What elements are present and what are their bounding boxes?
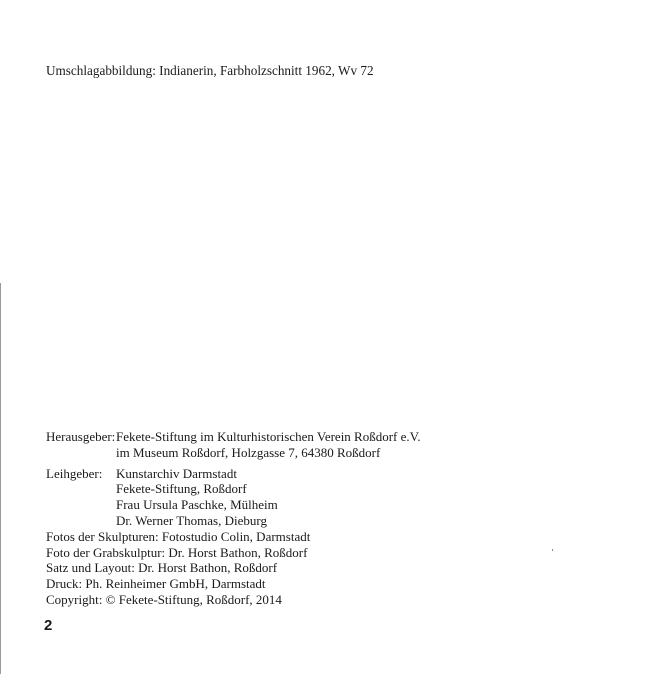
lender-item: Fekete-Stiftung, Roßdorf [116,481,247,497]
publisher-label: Herausgeber: [46,429,116,444]
imprint-block [46,429,421,608]
lender-item: Dr. Werner Thomas, Dieburg [116,512,267,528]
lenders-row [46,466,421,482]
credit-line: Foto der Grabskulptur: Dr. Horst Bathon, Roßdorf [46,544,308,560]
page-number: 2 [44,617,53,634]
publisher-line: im Museum Roßdorf, Holzgasse 7, 64380 Roßdorf [116,444,381,460]
print-speck [552,549,553,551]
lender-item: Frau Ursula Paschke, Mülheim [116,497,278,513]
credit-line: Fotos der Skulpturen: Fotostudio Colin, Darmstadt [46,528,311,544]
credit-line: Druck: Ph. Reinheimer GmbH, Darmstadt [46,576,266,592]
lenders-label: Leihgeber: [46,465,103,481]
publisher-row [46,429,421,445]
lender-item: Kunstarchiv Darmstadt [116,465,237,481]
publisher-line: Fekete-Stiftung im Kulturhistorischen Verein Roßdorf e.V. [116,429,421,444]
page-edge-line [0,283,1,674]
credit-line: Satz und Layout: Dr. Horst Bathon, Roßdorf [46,560,278,576]
cover-caption: Umschlagabbildung: Indianerin, Farbholzschnitt 1962, Wv 72 [46,63,374,78]
copyright-line: Copyright: © Fekete-Stiftung, Roßdorf, 2014 [46,591,282,607]
